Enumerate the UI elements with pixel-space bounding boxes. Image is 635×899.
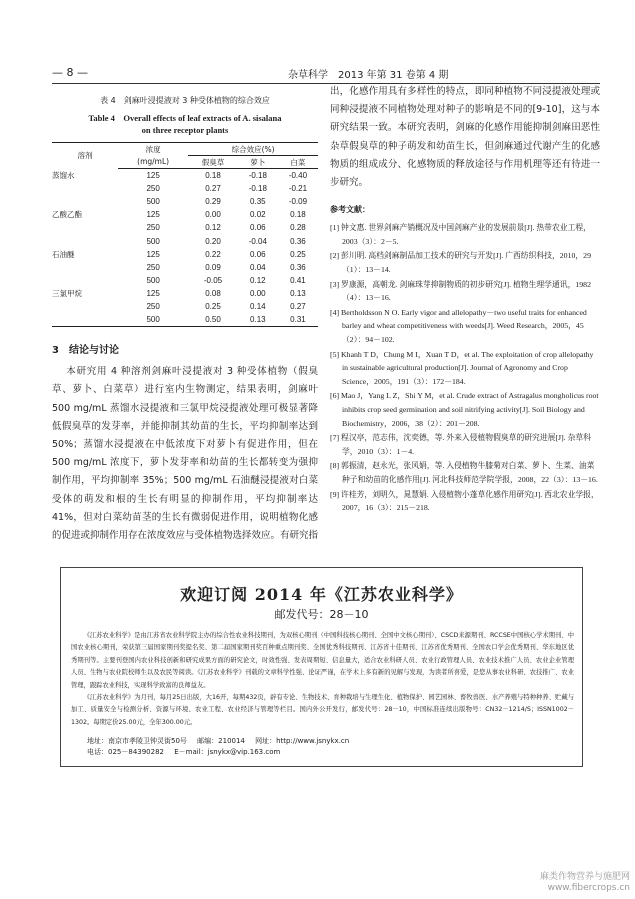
reference-item: [6] Mao J，Yang L Z，Shi Y M，et al. Crude extract of Astragalus mongholicus root inhibits crop seed germination and soil nitrifying activity[J]. Soil Biology and Biochemistry，2006，38（2）：201－208. — [330, 391, 599, 428]
left-column — [52, 92, 318, 545]
phone: 电话：025－84390282 — [87, 748, 164, 756]
running-header — [52, 66, 600, 84]
table-row — [52, 195, 318, 208]
effect-cell: -0.18 — [248, 183, 267, 193]
discussion-continued: 出，化感作用具有多样性的特点，即同种植物不同浸提液处理或同种浸提液不同植物处理对种子的影响是不同的[9-10]，这与本研究结果一致。本研究表明，剑麻的化感作用能抑制剑麻田恶性杂草假臭草的种子萌发和幼苗生长，但剑麻通过代谢产生的化感物质的组成成分、化感物质的释放途径与作用机理等还有待进一步研究。 — [330, 86, 600, 189]
reference-item: [4] Bertholdsson N O. Early vigor and allelopathy－two useful traits for enhanced barley and wheat competitiveness with weeds[J]. Weed Research，2005，45（2）：94－102. — [330, 307, 587, 344]
references-title: 参考文献： — [330, 205, 370, 215]
address: 地址：南京市孝陵卫钟灵街50号 — [87, 737, 187, 745]
effect-cell: 0.13 — [290, 289, 306, 299]
table-row — [52, 169, 318, 182]
table-caption-cn: 表 4 剑麻叶浸提液对 3 种受体植物的综合效应 — [100, 96, 270, 105]
watermark-url: www.fibercrops.cn — [547, 883, 630, 893]
table-caption-en: Table 4 Overall effects of leaf extracts of A. sisalana — [88, 113, 282, 123]
table-row — [52, 182, 318, 195]
conc-cell: 250 — [146, 262, 160, 272]
conc-cell: 250 — [146, 183, 160, 193]
effect-cell: 0.29 — [205, 196, 221, 206]
solvent-cell — [52, 261, 118, 274]
table-row — [52, 234, 318, 247]
col-plant-header: 假臭草 — [188, 156, 238, 169]
effect-cell: 0.36 — [290, 236, 306, 246]
conc-cell: 500 — [146, 276, 160, 286]
effect-cell: 0.22 — [205, 249, 221, 259]
solvent-cell: 乙酸乙酯 — [52, 210, 82, 220]
reference-item: [7] 程汉亭，范志伟，沈奕德，等. 外来入侵植物假臭草的研究进展[J]. 杂草科学，2010（3）：1－4. — [330, 433, 591, 456]
solvent-cell: 三氯甲烷 — [52, 289, 82, 299]
solvent-cell — [52, 221, 118, 234]
email-link[interactable]: E－mail：jsnykx@vip.163.com — [174, 748, 281, 756]
solvent-cell: 蒸馏水 — [52, 170, 75, 180]
col-conc-header: 浓度 — [118, 143, 188, 156]
reference-item: [1] 钟文惠. 世界剑麻产销概况及中国剑麻产业的发展前景[J]. 热带农业工程，2003（3）：2－5. — [330, 223, 591, 246]
effect-cell: 0.20 — [205, 236, 221, 246]
conc-cell: 125 — [146, 289, 160, 299]
reference-list — [330, 221, 600, 514]
effect-cell: 0.25 — [205, 302, 221, 312]
table-row — [52, 221, 318, 234]
effect-cell: 0.04 — [250, 262, 266, 272]
subscription-body — [71, 630, 574, 729]
col-plant-header: 萝卜 — [238, 156, 278, 169]
postal-code: 邮发代号：28－10 — [274, 608, 369, 621]
reference-item: [2] 彭川明. 高档剑麻制品加工技术的研究与开发[J]. 广西纺织科技，2010，29（1）：13－14. — [330, 251, 591, 274]
website-link[interactable]: 网址：http://www.jsnykx.cn — [255, 737, 350, 745]
effect-cell: 0.12 — [205, 223, 221, 233]
table-row — [52, 287, 318, 300]
col-conc-unit: (mg/mL) — [118, 156, 188, 169]
table-row — [52, 300, 318, 313]
section-title: 3 结论与讨论 — [52, 345, 119, 357]
effect-cell: -0.40 — [288, 170, 308, 180]
table-row — [52, 248, 318, 261]
reference-item: [9] 许桂芳，刘明久，晁慧娟. 入侵植物小蓬草化感作用研究[J]. 西北农业学报，2007，16（3）：215－218. — [330, 489, 599, 513]
effect-cell: 0.06 — [250, 223, 266, 233]
conc-cell: 250 — [146, 302, 160, 312]
subscription-banner: 欢迎订阅 2014 年《江苏农业科学》 — [180, 585, 463, 604]
effect-cell: 0.14 — [250, 302, 266, 312]
subscription-paragraph: 《江苏农业科学》是由江苏省农业科学院主办的综合性农业科技期刊，为双核心期刊（中国科技核心期刊、全国中文核心期刊）、CSCD来源期刊、RCCSE中国核心学术期刊、中国农业核心期刊，荣获第三届国家期刊奖提名奖、第二届国家期刊奖百种重点期刊奖、全国优秀科技期刊、江苏省十佳期刊、江苏省优秀期刊、全国农口学会优秀期刊、华东地区优秀期刊等。主要刊登国内农业科技创新和研究成果方面的研究论文，时效性强、发表周期短、信息量大，适合农业科研人员、农业行政管理人员、农业技术推广人员、农业企业管理人员、生物与农业院校师生以及农民等阅读。《江苏农业科学》刊载的文章科学性强、论证严谨，在学术上多有新的见解与发现，为读者所喜爱，是您从事农业科研、农技推广、农业管理，跟踪农业科技，实现科学致富的良师益友。 — [71, 632, 574, 689]
effect-cell: 0.36 — [290, 262, 306, 272]
effect-cell: -0.09 — [288, 196, 308, 206]
effect-cell: 0.41 — [290, 276, 306, 286]
effect-cell: 0.02 — [250, 210, 266, 220]
effect-cell: 0.12 — [250, 276, 266, 286]
solvent-cell — [52, 234, 118, 247]
effect-cell: 0.28 — [290, 223, 306, 233]
subscription-ad — [60, 567, 583, 767]
reference-item: [5] Khanh T D，Chung M I，Xuan T D，et al. The exploitation of crop allelopathy in sustainable agricultural production[J]. Journal of Agronomy and Crop Science，2005，191（3）：172－184. — [330, 349, 594, 386]
effect-cell: 0.18 — [205, 170, 221, 180]
effect-cell: 0.27 — [290, 302, 306, 312]
reference-item: [8] 郭振清，赵永光，张风娟，等. 入侵植物牛膝菊对白菜、萝卜、生菜、油菜种子和幼苗的化感作用[J]. 河北科技师范学院学报，2008，22（3）：13－16. — [330, 461, 598, 484]
table-row — [52, 274, 318, 287]
zip-code: 邮编：210014 — [197, 737, 245, 745]
conc-cell: 500 — [118, 314, 188, 327]
journal-title: 杂草科学 2013 年第 31 卷第 4 期 — [288, 70, 449, 81]
solvent-cell — [52, 314, 118, 327]
solvent-cell — [52, 195, 118, 208]
effect-cell: 0.13 — [238, 314, 278, 327]
table-row — [52, 261, 318, 274]
conc-cell: 500 — [146, 236, 160, 246]
solvent-cell: 石油醚 — [52, 249, 75, 259]
col-group-header: 综合效应(%) — [188, 143, 318, 156]
effect-cell: 0.25 — [290, 249, 306, 259]
effect-cell: 0.00 — [250, 289, 266, 299]
subscription-contact — [87, 736, 357, 758]
conc-cell: 125 — [146, 210, 160, 220]
table-row — [52, 314, 318, 327]
watermark-name: 麻类作物营养与施肥网 — [539, 872, 630, 882]
page-number: — 8 — — [52, 66, 88, 79]
effect-cell: 0.08 — [205, 289, 221, 299]
solvent-cell — [52, 182, 118, 195]
reference-item: [3] 罗康源，高朝龙. 剑麻珠芽抑制物质的初步研究[J]. 植物生理学通讯，1982（4）：13－16. — [330, 279, 591, 303]
right-column — [330, 83, 600, 516]
watermark — [508, 872, 630, 894]
effects-table — [52, 142, 318, 327]
effect-cell: 0.18 — [290, 210, 306, 220]
effect-cell: -0.21 — [288, 183, 308, 193]
subscription-paragraph: 《江苏农业科学》为月刊，每月25日出版，大16开，每期432页，辟有专论、生物技术、育种栽培与生理生化、植物保护、园艺园林、畜牧兽医、水产养殖与特种种养、贮藏与加工、质量安全与检测分析、资源与环境、农业工程、农业经济与管理等栏目。国内外公开发行，邮发代号：28－10，中国标准连续出版物号：CN32－1214/S；ISSN1002－1302。每期定价25.00元，全年300.00元。 — [71, 694, 574, 726]
col-plant-header: 白菜 — [278, 156, 318, 169]
table-row — [52, 208, 318, 221]
effect-cell: 0.00 — [205, 210, 221, 220]
effect-cell: 0.09 — [205, 262, 221, 272]
effect-cell: 0.50 — [188, 314, 238, 327]
effect-cell: -0.05 — [203, 276, 223, 286]
conc-cell: 250 — [146, 223, 160, 233]
table-caption-en-2: on three receptor plants — [141, 125, 229, 135]
effect-cell: 0.06 — [250, 249, 266, 259]
effect-cell: -0.04 — [248, 236, 267, 246]
effect-cell: 0.27 — [205, 183, 221, 193]
col-solvent-header: 溶剂 — [52, 143, 118, 169]
effect-cell: 0.35 — [250, 196, 266, 206]
conc-cell: 125 — [146, 249, 160, 259]
solvent-cell — [52, 274, 118, 287]
effect-cell: 0.31 — [278, 314, 318, 327]
conc-cell: 500 — [146, 196, 160, 206]
effect-cell: -0.18 — [248, 170, 267, 180]
section-paragraph: 本研究用 4 种溶剂剑麻叶浸提液对 3 种受体植物（假臭草、萝卜、白菜草）进行室内生物测定，结果表明，剑麻叶 500 mg/mL 蒸馏水浸提液和三氯甲烷浸提液处理可极显著降低假臭草的发芽率，并能抑制其幼苗的生长，平均抑制率达到 50%；蒸馏水浸提液在中低浓度下对萝卜有促进作用，但在 500 mg/mL 浓度下，萝卜发芽率和幼苗的生长都转变为强抑制作用，平均抑制率 35%；500 mg/mL 石油醚浸提液对白菜受体的萌发和根的生长有明显的抑制作用，平均抑制率达 41%，但对白菜幼苗茎的生长有微弱促进作用，说明植物化感的促进或抑制作用存在浓度效应与受体植物选择效应。有研究指 — [52, 366, 319, 542]
conc-cell: 125 — [146, 170, 160, 180]
solvent-cell — [52, 300, 118, 313]
